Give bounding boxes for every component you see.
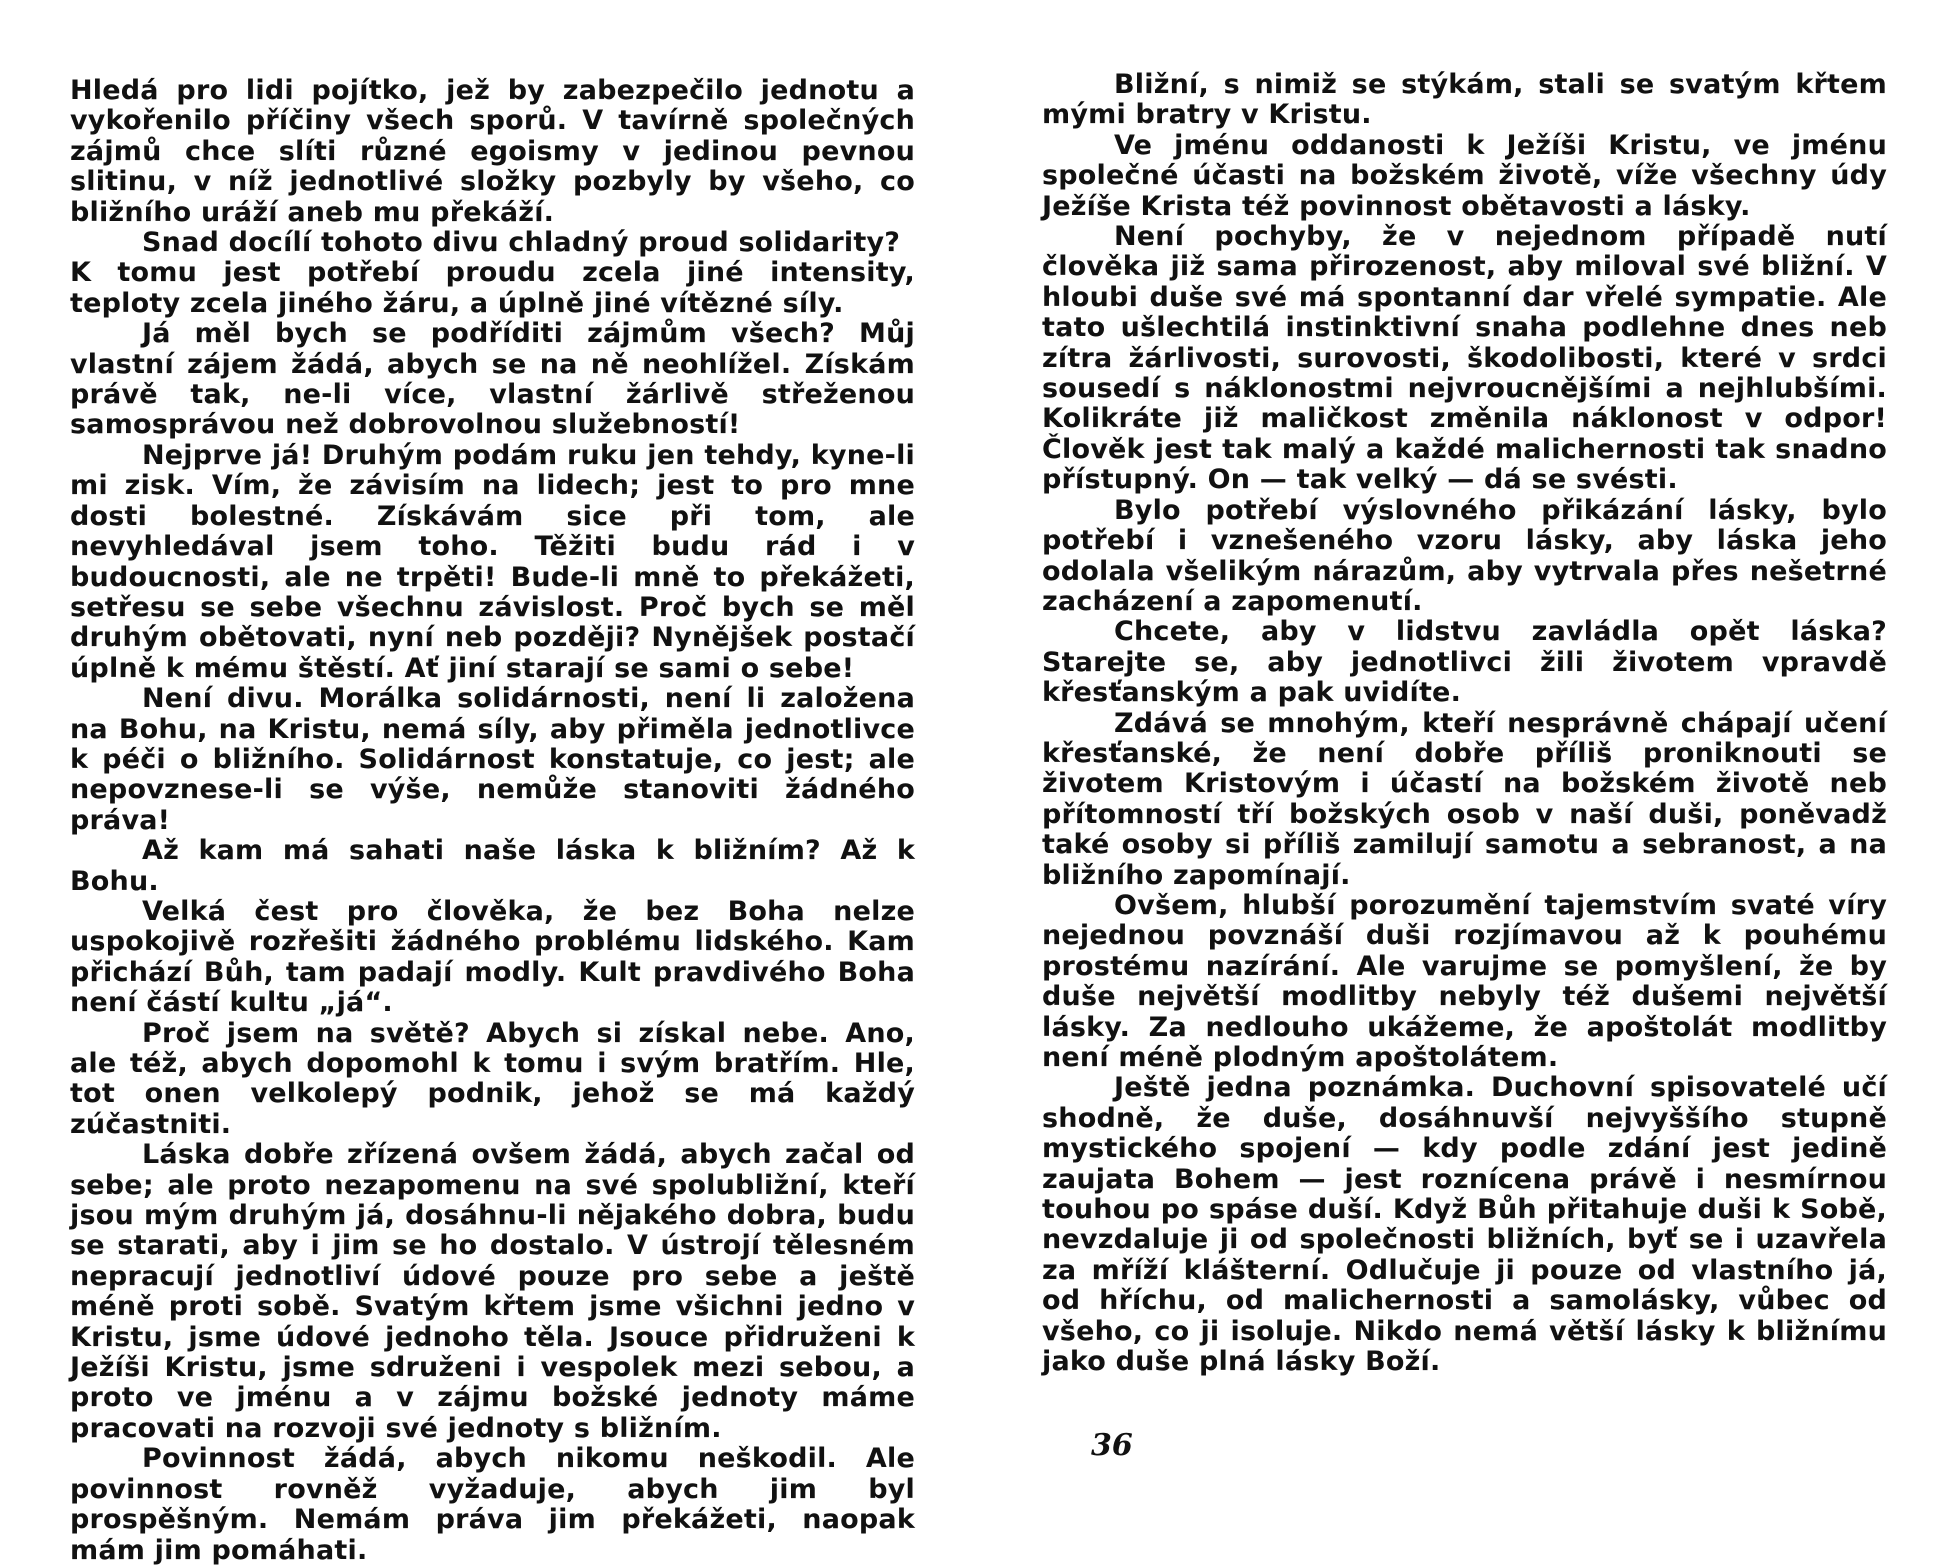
paragraph: Ovšem, hlubší porozumění tajemstvím svaté víry nejednou povznáší duši rozjímavou až k pouhému prostému nazírání. Ale varujme se pomyšlení, že by duše největší modlitby nebyly též dušemi největší lásky. Za nedlouho ukážeme, že apoštolát modlitby není méně plodným apoštolátem. (1042, 889, 1887, 1073)
paragraph: Ještě jedna poznámka. Duchovní spisovatelé učí shodně, že duše, dosáhnuvší nejvyššího stupně mystického spojení — kdy podle zdání jest jedině zaujata Bohem — jest roznícena právě i nesmírnou touhou po spáse duší. Když Bůh přitahuje duši k Sobě, nevzdaluje ji od společnosti bližních, byť se i uzavřela za mříží klášterní. Odlučuje ji pouze od vlastního já, od hříchu, od malichernosti a samolásky, vůbec od všeho, co ji isoluje. Nikdo nemá větší lásky k bližnímu jako duše plná lásky Boží. (1042, 1072, 1887, 1378)
page-number: 36 (1091, 1428, 1133, 1463)
paragraph: Já měl bych se podříditi zájmům všech? Můj vlastní zájem žádá, abych se na ně neohlížel. Získám právě tak, ne-li více, vlastní žárlivě střeženou samosprávou než dobrovolnou služebností! (70, 318, 915, 441)
left-text-column (70, 76, 915, 1566)
paragraph: Až kam má sahati naše láska k bližním? Až k Bohu. (70, 835, 915, 897)
paragraph: Chcete, aby v lidstvu zavládla opět láska? Starejte se, aby jednotlivci žili životem vpravdě křesťanským a pak uvidíte. (1042, 616, 1887, 709)
paragraph: Proč jsem na světě? Abych si získal nebe. Ano, ale též, abych dopomohl k tomu i svým bratřím. Hle, tot onen velkolepý podnik, jehož se má každý zúčastniti. (70, 1017, 915, 1140)
paragraph: Není pochyby, že v nejednom případě nutí člověka již sama přirozenost, aby miloval své bližní. V hloubi duše své má spontanní dar vřelé sympatie. Ale tato ušlechtilá instinktivní snaha podlehne dnes neb zítra žárlivosti, surovosti, škodolibosti, které v srdci sousedí s náklonostmi nejvroucnějšími a nejhlubšími. Kolikráte již maličkost změnila náklonost v odpor! Člověk jest tak malý a každé malichernosti tak snadno přístupný. On — tak velký — dá se svésti. (1042, 221, 1887, 496)
paragraph: Bližní, s nimiž se stýkám, stali se svatým křtem mými bratry v Kristu. (1042, 69, 1887, 131)
right-text-column (1042, 70, 1887, 1377)
paragraph: Ve jménu oddanosti k Ježíši Kristu, ve jménu společné účasti na božském životě, víže všechny údy Ježíše Krista též povinnost obětavosti a lásky. (1042, 129, 1887, 222)
paragraph: Není divu. Morálka solidárnosti, není li založena na Bohu, na Kristu, nemá síly, aby přiměla jednotlivce k péči o bližního. Solidárnost konstatuje, co jest; ale nepovznese-li se výše, nemůže stanoviti žádného práva! (70, 683, 915, 836)
paragraph: Nejprve já! Druhým podám ruku jen tehdy, kyne-li mi zisk. Vím, že závisím na lidech; jest to pro mne dosti bolestné. Získávám sice při tom, ale nevyhledával jsem toho. Těžiti budu rád i v budoucnosti, ale ne trpěti! Bude-li mně to překážeti, setřesu se sebe všechnu závislost. Proč bych se měl druhým obětovati, nyní neb později? Nynějšek postačí úplně k mému štěstí. Ať jiní starají se sami o sebe! (70, 439, 915, 684)
paragraph: Zdává se mnohým, kteří nesprávně chápají učení křesťanské, že není dobře příliš proniknouti se životem Kristovým i účastí na božském životě neb přítomností tří božských osob v naší duši, poněvadž také osoby si příliš zamilují samotu a sebranost, a na bližního zapomínají. (1042, 707, 1887, 891)
paragraph: Hledá pro lidi pojítko, jež by zabezpečilo jednotu a vykořenilo příčiny všech sporů. V tavírně společných zájmů chce slíti různé egoismy v jedinou pevnou slitinu, v níž jednotlivé složky pozbyly by všeho, co bližního uráží aneb mu překáží. (70, 75, 915, 228)
paragraph: K tomu jest potřebí proudu zcela jiné intensity, teploty zcela jiného žáru, a úplně jiné vítězné síly. (70, 257, 915, 319)
paragraph: Bylo potřebí výslovného přikázání lásky, bylo potřebí i vznešeného vzoru lásky, aby láska jeho odolala všelikým nárazům, aby vytrvala přes nešetrné zacházení a zapomenutí. (1042, 494, 1887, 617)
paragraph: Velká čest pro člověka, že bez Boha nelze uspokojivě rozřešiti žádného problému lidského. Kam přichází Bůh, tam padají modly. Kult pravdivého Boha není částí kultu „já“. (70, 895, 915, 1019)
right-page (979, 0, 1958, 1500)
paragraph: Povinnost žádá, abych nikomu neškodil. Ale povinnost rovněž vyžaduje, abych jim byl prospěšným. Nemám práva jim překážeti, naopak mám jim pomáhati. (70, 1443, 915, 1566)
paragraph: Snad docílí tohoto divu chladný proud solidarity? (142, 227, 901, 259)
paragraph: Láska dobře zřízená ovšem žádá, abych začal od sebe; ale proto nezapomenu na své spolubližní, kteří jsou mým druhým já, dosáhnu-li nějakého dobra, budu se starati, aby i jim se ho dostalo. V ústrojí tělesném nepracují jednotliví údové pouze pro sebe a ještě méně proti sobě. Svatým křtem jsme všichni jedno v Kristu, jsme údové jednoho těla. Jsouce přidruženi k Ježíši Kristu, jsme sdruženi i vespolek mezi sebou, a proto ve jménu a v zájmu božské jednoty máme pracovati na rozvoji své jednoty s bližním. (70, 1139, 915, 1444)
